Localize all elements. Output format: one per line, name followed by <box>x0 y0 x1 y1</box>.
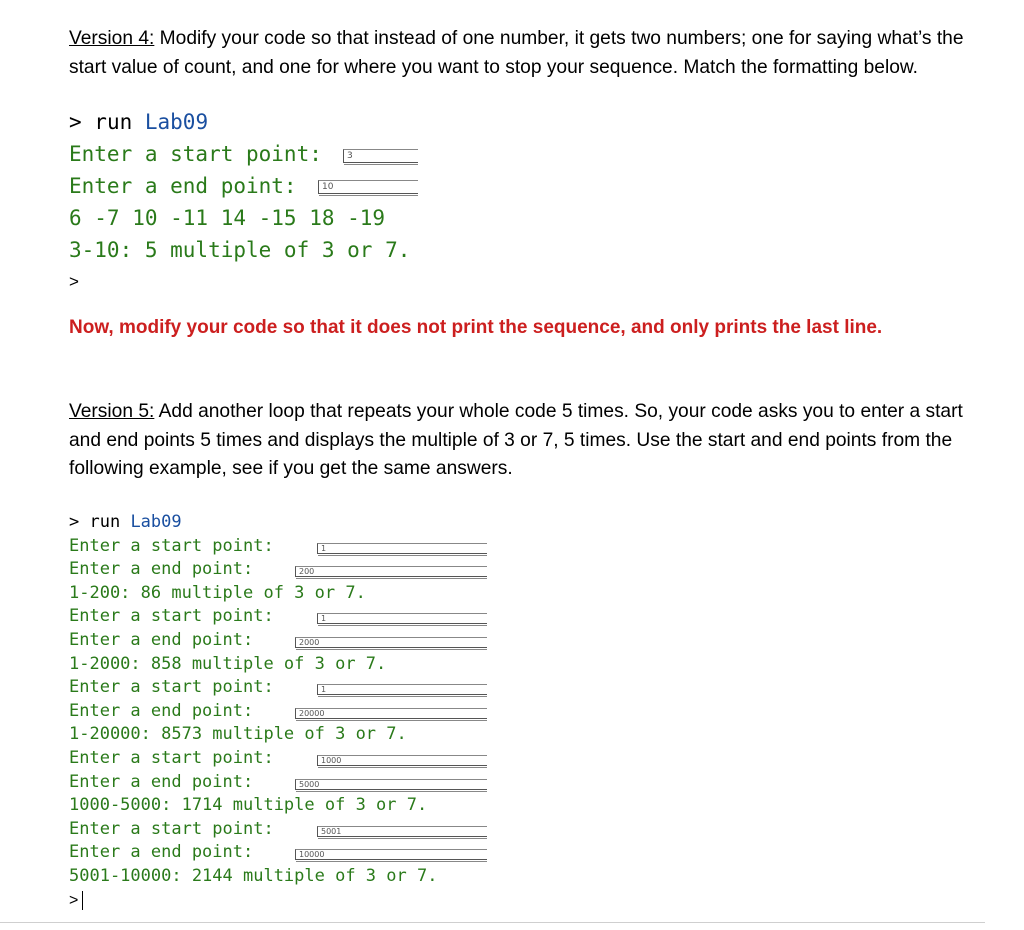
version4-label: Version 4: <box>69 28 155 49</box>
end-point-input[interactable]: 5000 <box>295 779 487 790</box>
end-point-label: Enter a end point: <box>69 842 254 863</box>
start-point-input[interactable]: 1 <box>317 543 487 554</box>
run-command-line <box>69 511 437 535</box>
result-output: 1000-5000: 1714 multiple of 3 or 7. <box>69 795 428 816</box>
start-point-input[interactable]: 1 <box>317 684 487 695</box>
end-point-input[interactable]: 10 <box>318 180 418 194</box>
start-point-label: Enter a start point: <box>69 142 322 166</box>
run-command-line <box>69 106 410 138</box>
start-point-input[interactable]: 1000 <box>317 755 487 766</box>
version4-paragraph <box>69 25 974 82</box>
result-output: 3-10: 5 multiple of 3 or 7. <box>69 238 411 262</box>
final-prompt: > <box>69 891 79 909</box>
run-command: run <box>79 512 131 532</box>
result-output: 1-20000: 8573 multiple of 3 or 7. <box>69 724 407 745</box>
sequence-output: 6 -7 10 -11 14 -15 18 -19 <box>69 206 386 230</box>
start-point-label: Enter a start point: <box>69 606 274 627</box>
start-point-label: Enter a start point: <box>69 818 274 839</box>
start-point-line <box>69 535 437 559</box>
version5-text: Add another loop that repeats your whole code 5 times. So, your code asks you to enter a start and end points 5 times and displays the multiple of 3 or 7, 5 times. Use the start and end points from the following example, see if you get the same answers. <box>69 401 963 479</box>
end-point-input[interactable]: 10000 <box>295 849 487 860</box>
final-prompt: > <box>69 272 79 291</box>
end-point-input[interactable]: 200 <box>295 566 487 577</box>
run-command: run <box>81 110 145 134</box>
program-name: Lab09 <box>144 110 209 134</box>
end-point-input[interactable]: 20000 <box>295 708 487 719</box>
start-point-label: Enter a start point: <box>69 747 274 768</box>
end-point-label: Enter a end point: <box>69 771 254 792</box>
console-example-1 <box>69 106 410 298</box>
console-example-2 <box>69 511 437 912</box>
start-point-label: Enter a start point: <box>69 677 274 698</box>
start-point-line <box>69 138 410 170</box>
start-point-line <box>69 605 437 629</box>
start-point-line <box>69 747 437 771</box>
end-point-line <box>69 629 437 653</box>
final-prompt-line[interactable] <box>69 889 437 913</box>
start-point-input[interactable]: 1 <box>317 613 487 624</box>
start-point-line <box>69 818 437 842</box>
text-cursor <box>82 891 83 910</box>
start-point-line <box>69 676 437 700</box>
start-point-input[interactable]: 3 <box>343 149 418 163</box>
result-output: 1-200: 86 multiple of 3 or 7. <box>69 582 366 603</box>
end-point-input[interactable]: 2000 <box>295 637 487 648</box>
page-bottom-divider <box>0 922 985 923</box>
end-point-label: Enter a end point: <box>69 700 254 721</box>
version5-label: Version 5: <box>69 401 155 422</box>
end-point-line <box>69 700 437 724</box>
start-point-input[interactable]: 5001 <box>317 826 487 837</box>
version4-text: Modify your code so that instead of one number, it gets two numbers; one for saying what’s the start value of count, and one for where you want to stop your sequence. Match the formatting below. <box>69 28 964 78</box>
prompt-symbol: > <box>69 110 82 134</box>
end-point-label: Enter a end point: <box>69 629 254 650</box>
prompt-symbol: > <box>69 512 80 532</box>
start-point-label: Enter a start point: <box>69 535 274 556</box>
end-point-label: Enter a end point: <box>69 559 254 580</box>
program-name: Lab09 <box>130 512 182 532</box>
end-point-line <box>69 841 437 865</box>
version5-paragraph <box>69 398 974 484</box>
end-point-line <box>69 558 437 582</box>
end-point-line <box>69 771 437 795</box>
end-point-label: Enter a end point: <box>69 174 297 198</box>
end-point-line <box>69 170 410 202</box>
result-output: 1-2000: 858 multiple of 3 or 7. <box>69 653 387 674</box>
modify-note: Now, modify your code so that it does not print the sequence, and only prints the last line. <box>69 317 883 338</box>
result-output: 5001-10000: 2144 multiple of 3 or 7. <box>69 865 438 886</box>
